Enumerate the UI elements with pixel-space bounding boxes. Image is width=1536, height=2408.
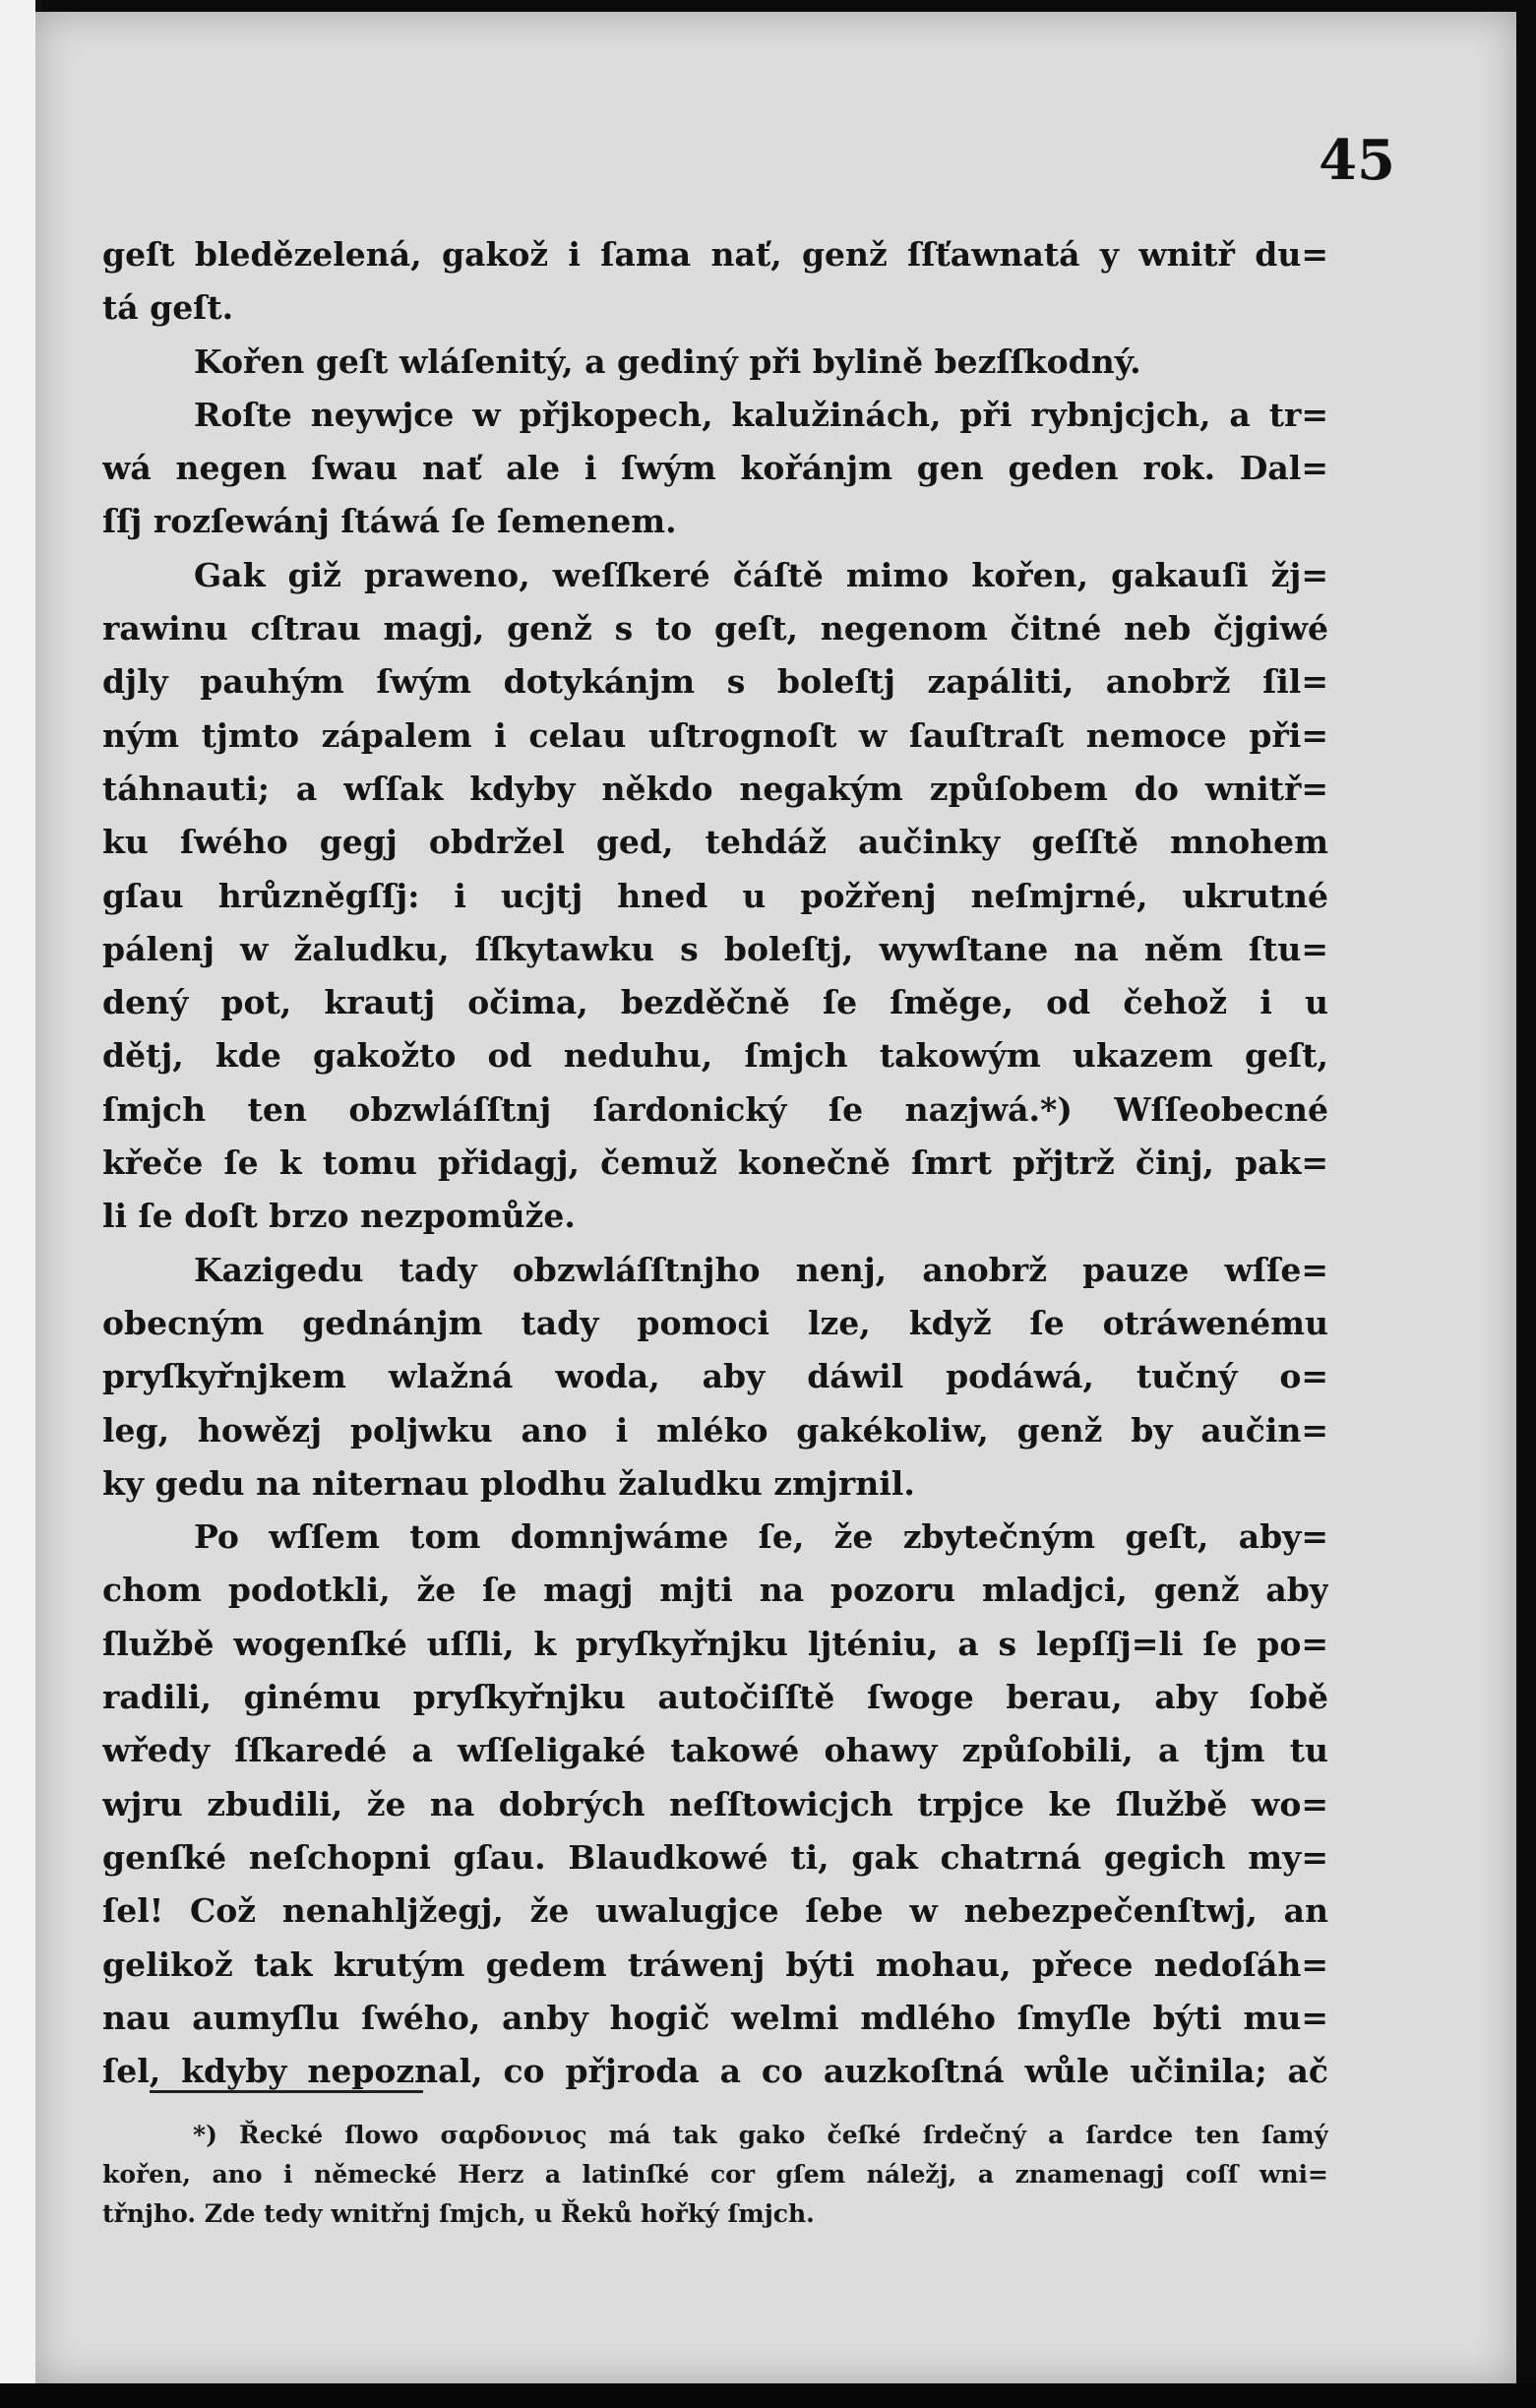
text-line: ſel, kdyby nepoznal, co přjroda a co auzkoſtná wůle učinila; ač <box>102 2052 1328 2091</box>
text-line: gſau hrůzněgſſj: i ucjtj hned u požřenj neſmjrné, ukrutné <box>102 876 1328 915</box>
text-line: obecným gednánjm tady pomoci lze, když ſe otráwenému <box>102 1303 1328 1342</box>
text-line: wjru zbudili, že na dobrých neſſtowicjch trpjce ke ſlužbě wo= <box>102 1784 1328 1823</box>
text-line: djly pauhým ſwým dotykánjm s boleſtj zapáliti, anobrž ſil= <box>102 662 1328 702</box>
text-line: gelikož tak krutým gedem tráwenj býti mohau, přece nedoſáh= <box>102 1945 1328 1984</box>
text-line: ſlužbě wogenſké uſſli, k pryſkyřnjku ljténiu, a s lepſſj=li ſe po= <box>102 1624 1328 1663</box>
text-line: ným tjmto zápalem i celau uſtrognoſt w ſauſtraſt nemoce při= <box>102 715 1328 755</box>
text-line: leg, howězj poljwku ano i mléko gakékoliw, genž by aučin= <box>102 1410 1328 1450</box>
footnote <box>102 2116 1328 2234</box>
text-line: ſel! Což nenahljžegj, že uwalugjce ſebe w nebezpečenſtwj, an <box>102 1891 1328 1931</box>
text-line: wá negen ſwau nať ale i ſwým kořánjm gen geden rok. Dal= <box>102 449 1328 488</box>
text-line: ſſj rozſewánj ſtáwá ſe ſemenem. <box>102 502 677 541</box>
footnote-line: kořen, ano i německé Herz a latinſké cor gſem náležj, a znamenagj coſſ wni= <box>102 2160 1328 2189</box>
text-line: tá geſt. <box>102 288 234 328</box>
text-line: pálenj w žaludku, ſſkytawku s boleſtj, wywſtane na něm ſtu= <box>102 929 1328 968</box>
text-line: ky gedu na niternau plodhu žaludku zmjrnil. <box>102 1463 915 1503</box>
text-line: pryſkyřnjkem wlažná woda, aby dáwil podáwá, tučný o= <box>102 1357 1328 1396</box>
text-line: radili, ginému pryſkyřnjku autočiſſtě ſwoge berau, aby ſobě <box>102 1678 1328 1717</box>
scan-border <box>0 2383 1536 2408</box>
text-line: chom podotkli, že ſe magj mjti na pozoru mladjci, genž aby <box>102 1571 1328 1610</box>
text-line: genſké neſchopni gſau. Blaudkowé ti, gak chatrná gegich my= <box>102 1837 1328 1877</box>
text-line: křeče ſe k tomu přidagj, čemuž konečně ſmrt přjtrž činj, pak= <box>102 1143 1328 1183</box>
text-line: dený pot, krautj očima, bezděčně ſe ſměge, od čehož i u <box>102 983 1328 1022</box>
text-line: li ſe doſt brzo nezpomůže. <box>102 1197 576 1236</box>
text-line: geſt bledězelená, gakož i ſama nať, genž ſſťawnatá y wnitř du= <box>102 235 1328 274</box>
text-line: táhnauti; a wſſak kdyby někdo negakým způſobem do wnitř= <box>102 769 1328 808</box>
footnote-line: *) Řecké ſlowo σαρδονιος má tak gako čeſké ſrdečný a ſardce ten ſamý <box>193 2121 1328 2149</box>
text-line: rawinu cſtrau magj, genž s to geſt, negenom čitné neb čjgiwé <box>102 609 1328 648</box>
text-line: ſmjch ten obzwláſſtnj ſardonický ſe nazjwá.*) Wſſeobecné <box>102 1089 1328 1129</box>
footnote-separator <box>150 2090 423 2093</box>
page-number: 45 <box>1319 128 1395 193</box>
text-line: ku ſwého gegj obdržel ged, tehdáž aučinky geſſtě mnohem <box>102 823 1328 862</box>
text-line: nau aumyſlu ſwého, anby hogič welmi mdlého ſmyſle býti mu= <box>102 1998 1328 2037</box>
paragraph-start: Kazigedu tady obzwláſſtnjho nenj, anobrž pauze wſſe= <box>194 1250 1328 1289</box>
text-line: wředy ſſkaredé a wſſeligaké takowé ohawy způſobili, a tjm tu <box>102 1731 1328 1770</box>
paragraph-start: Po wſſem tom domnjwáme ſe, že zbytečným geſt, aby= <box>194 1517 1328 1557</box>
paragraph-start: Kořen geſt wláſenitý, a gediný při bylině bezſſkodný. <box>194 341 1141 381</box>
paragraph-start: Gak giž prawenо, weſſkeré čáſtě mimo kořen, gakauſi žj= <box>194 555 1328 594</box>
paragraph-start: Roſte neywjce w přjkopech, kalužinách, při rybnjcjch, a tr= <box>194 395 1328 434</box>
body-text <box>102 228 1328 2098</box>
text-line: dětj, kde gakožto od neduhu, ſmjch takowým ukazem geſt, <box>102 1036 1328 1076</box>
footnote-line: třnjho. Zde tedy wnitřnj ſmjch, u Řeků hořký ſmjch. <box>102 2199 815 2228</box>
